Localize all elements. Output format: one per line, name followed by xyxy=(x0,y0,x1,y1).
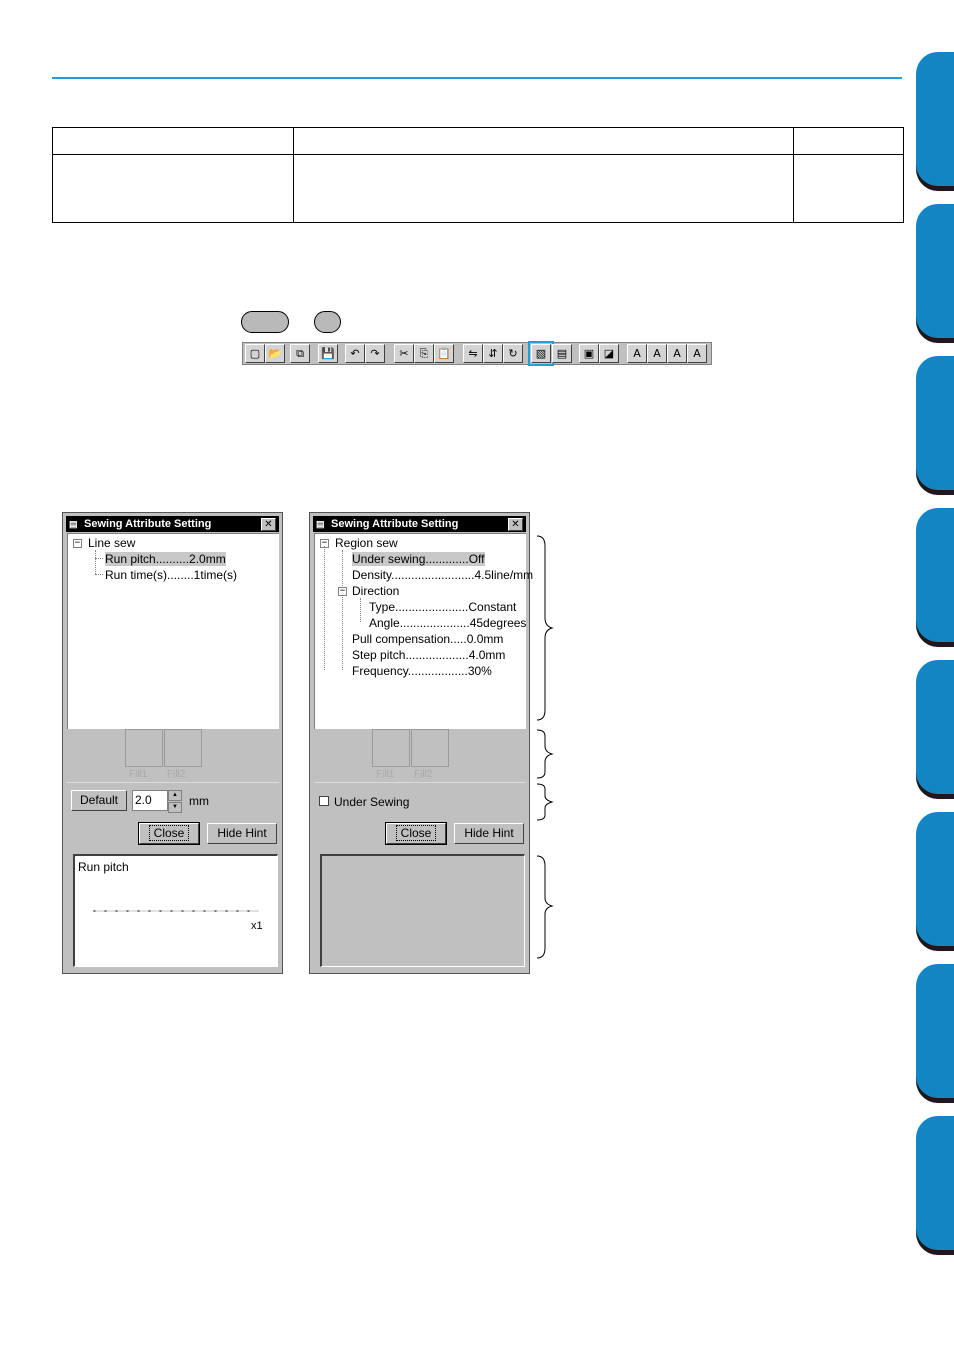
realistic-preview-icon[interactable]: ◪ xyxy=(599,344,619,363)
reference-table xyxy=(52,127,904,223)
side-tab[interactable] xyxy=(916,660,954,794)
sewing-attribute-dialog-region xyxy=(309,512,534,974)
sewing-order-icon[interactable]: ▤ xyxy=(552,344,572,363)
app-icon: ▤ xyxy=(316,519,325,529)
hide-hint-button[interactable]: Hide Hint xyxy=(207,823,277,844)
tree-item-step-pitch[interactable]: Step pitch...................4.0mm xyxy=(352,648,506,662)
brace-fill xyxy=(537,730,552,778)
open-icon[interactable]: 📂 xyxy=(265,344,285,363)
key-button-shape xyxy=(314,311,341,333)
unit-label: mm xyxy=(189,794,209,808)
paste-icon[interactable]: 📋 xyxy=(434,344,454,363)
key-button-shape xyxy=(241,311,289,333)
fill1-swatch[interactable] xyxy=(372,729,410,767)
close-button[interactable] xyxy=(139,823,199,844)
monogram-icon[interactable]: A xyxy=(687,344,707,363)
sewing-attribute-icon[interactable]: ▧ xyxy=(531,344,551,363)
preview-icon[interactable]: ▣ xyxy=(579,344,599,363)
import-icon[interactable]: ⧉ xyxy=(290,344,310,363)
hint-panel xyxy=(73,854,278,967)
fill2-swatch[interactable] xyxy=(411,729,449,767)
header-rule xyxy=(52,77,902,79)
close-button[interactable] xyxy=(386,823,446,844)
close-button-label: Close xyxy=(149,825,190,841)
fill2-label: Fill2 xyxy=(414,769,433,780)
dialog-titlebar xyxy=(66,516,279,532)
table-column-divider xyxy=(793,128,794,222)
cut-icon[interactable]: ✂ xyxy=(394,344,414,363)
tree-connector xyxy=(95,574,103,575)
tree-item-frequency[interactable]: Frequency..................30% xyxy=(352,664,492,678)
tree-item-run-pitch[interactable]: Run pitch..........2.0mm xyxy=(105,552,226,566)
table-column-divider xyxy=(293,128,294,222)
side-tab[interactable] xyxy=(916,812,954,946)
save-icon[interactable]: 💾 xyxy=(318,344,338,363)
tree-root-item[interactable]: Region sew xyxy=(335,536,398,550)
spin-up-icon[interactable]: ▲ xyxy=(168,790,182,801)
text-icon[interactable]: A xyxy=(627,344,647,363)
callout-braces xyxy=(535,534,557,964)
table-header-separator xyxy=(53,154,903,155)
section-divider xyxy=(67,782,279,783)
brace-tree xyxy=(537,536,552,720)
mirror-vertical-icon[interactable]: ⇵ xyxy=(483,344,503,363)
tree-item-under-sewing[interactable]: Under sewing.............Off xyxy=(352,552,485,566)
tree-root-item[interactable]: Line sew xyxy=(88,536,136,550)
collapse-icon[interactable]: − xyxy=(321,538,328,548)
under-sewing-checkbox[interactable] xyxy=(319,796,329,806)
mirror-icon[interactable]: ⇋ xyxy=(463,344,483,363)
run-stitch-illustration xyxy=(93,908,261,914)
hint-title: Run pitch xyxy=(78,860,129,874)
hide-hint-button[interactable]: Hide Hint xyxy=(454,823,524,844)
side-tab[interactable] xyxy=(916,52,954,186)
tree-item-direction[interactable]: Direction xyxy=(352,584,400,598)
side-tab[interactable] xyxy=(916,204,954,338)
close-button-label: Close xyxy=(396,825,437,841)
spin-down-icon[interactable]: ▼ xyxy=(168,802,182,813)
fill1-label: Fill1 xyxy=(129,769,148,780)
spin-buttons[interactable] xyxy=(168,790,182,811)
tree-item-angle[interactable]: Angle.....................45degrees xyxy=(369,616,527,630)
sewing-attribute-dialog-line xyxy=(62,512,283,974)
side-tab[interactable] xyxy=(916,964,954,1098)
hint-multiplier: x1 xyxy=(251,920,263,932)
main-toolbar xyxy=(242,342,712,365)
text-path-icon[interactable]: A xyxy=(647,344,667,363)
tree-item-pull-compensation[interactable]: Pull compensation.....0.0mm xyxy=(352,632,504,646)
app-icon: ▤ xyxy=(69,519,78,529)
small-text-icon[interactable]: A xyxy=(667,344,687,363)
collapse-icon[interactable]: − xyxy=(339,586,346,596)
dialog-title: Sewing Attribute Setting xyxy=(331,518,459,530)
rotate-icon[interactable]: ↻ xyxy=(503,344,523,363)
tree-connector xyxy=(360,598,361,622)
side-tab[interactable] xyxy=(916,356,954,490)
tree-connector xyxy=(95,550,96,574)
run-pitch-input[interactable]: 2.0 xyxy=(132,790,168,811)
close-icon[interactable]: ✕ xyxy=(508,518,523,531)
dialog-title: Sewing Attribute Setting xyxy=(84,518,212,530)
hint-panel xyxy=(320,854,525,967)
attribute-tree xyxy=(67,533,279,729)
side-tab[interactable] xyxy=(916,1116,954,1250)
attribute-tree xyxy=(314,533,534,729)
tree-connector xyxy=(95,558,103,559)
tree-connector xyxy=(324,546,325,670)
fill2-label: Fill2 xyxy=(167,769,186,780)
redo-icon[interactable]: ↷ xyxy=(365,344,385,363)
undo-icon[interactable]: ↶ xyxy=(345,344,365,363)
copy-icon[interactable]: ⎘ xyxy=(414,344,434,363)
tree-item-type[interactable]: Type......................Constant xyxy=(369,600,517,614)
default-button[interactable]: Default xyxy=(71,790,127,811)
dialog-titlebar xyxy=(313,516,526,532)
brace-settings xyxy=(537,784,552,820)
close-icon[interactable]: ✕ xyxy=(261,518,276,531)
new-icon[interactable]: ▢ xyxy=(245,344,265,363)
brace-hint xyxy=(537,856,552,958)
collapse-icon[interactable]: − xyxy=(74,538,81,548)
side-tab[interactable] xyxy=(916,508,954,642)
section-divider xyxy=(314,782,526,783)
fill1-swatch[interactable] xyxy=(125,729,163,767)
tree-item-run-times[interactable]: Run time(s)........1time(s) xyxy=(105,568,238,582)
fill1-label: Fill1 xyxy=(376,769,395,780)
tree-item-density[interactable]: Density.........................4.5line/mm xyxy=(352,568,534,582)
under-sewing-label: Under Sewing xyxy=(334,795,410,809)
tree-connector xyxy=(342,550,343,670)
fill2-swatch[interactable] xyxy=(164,729,202,767)
